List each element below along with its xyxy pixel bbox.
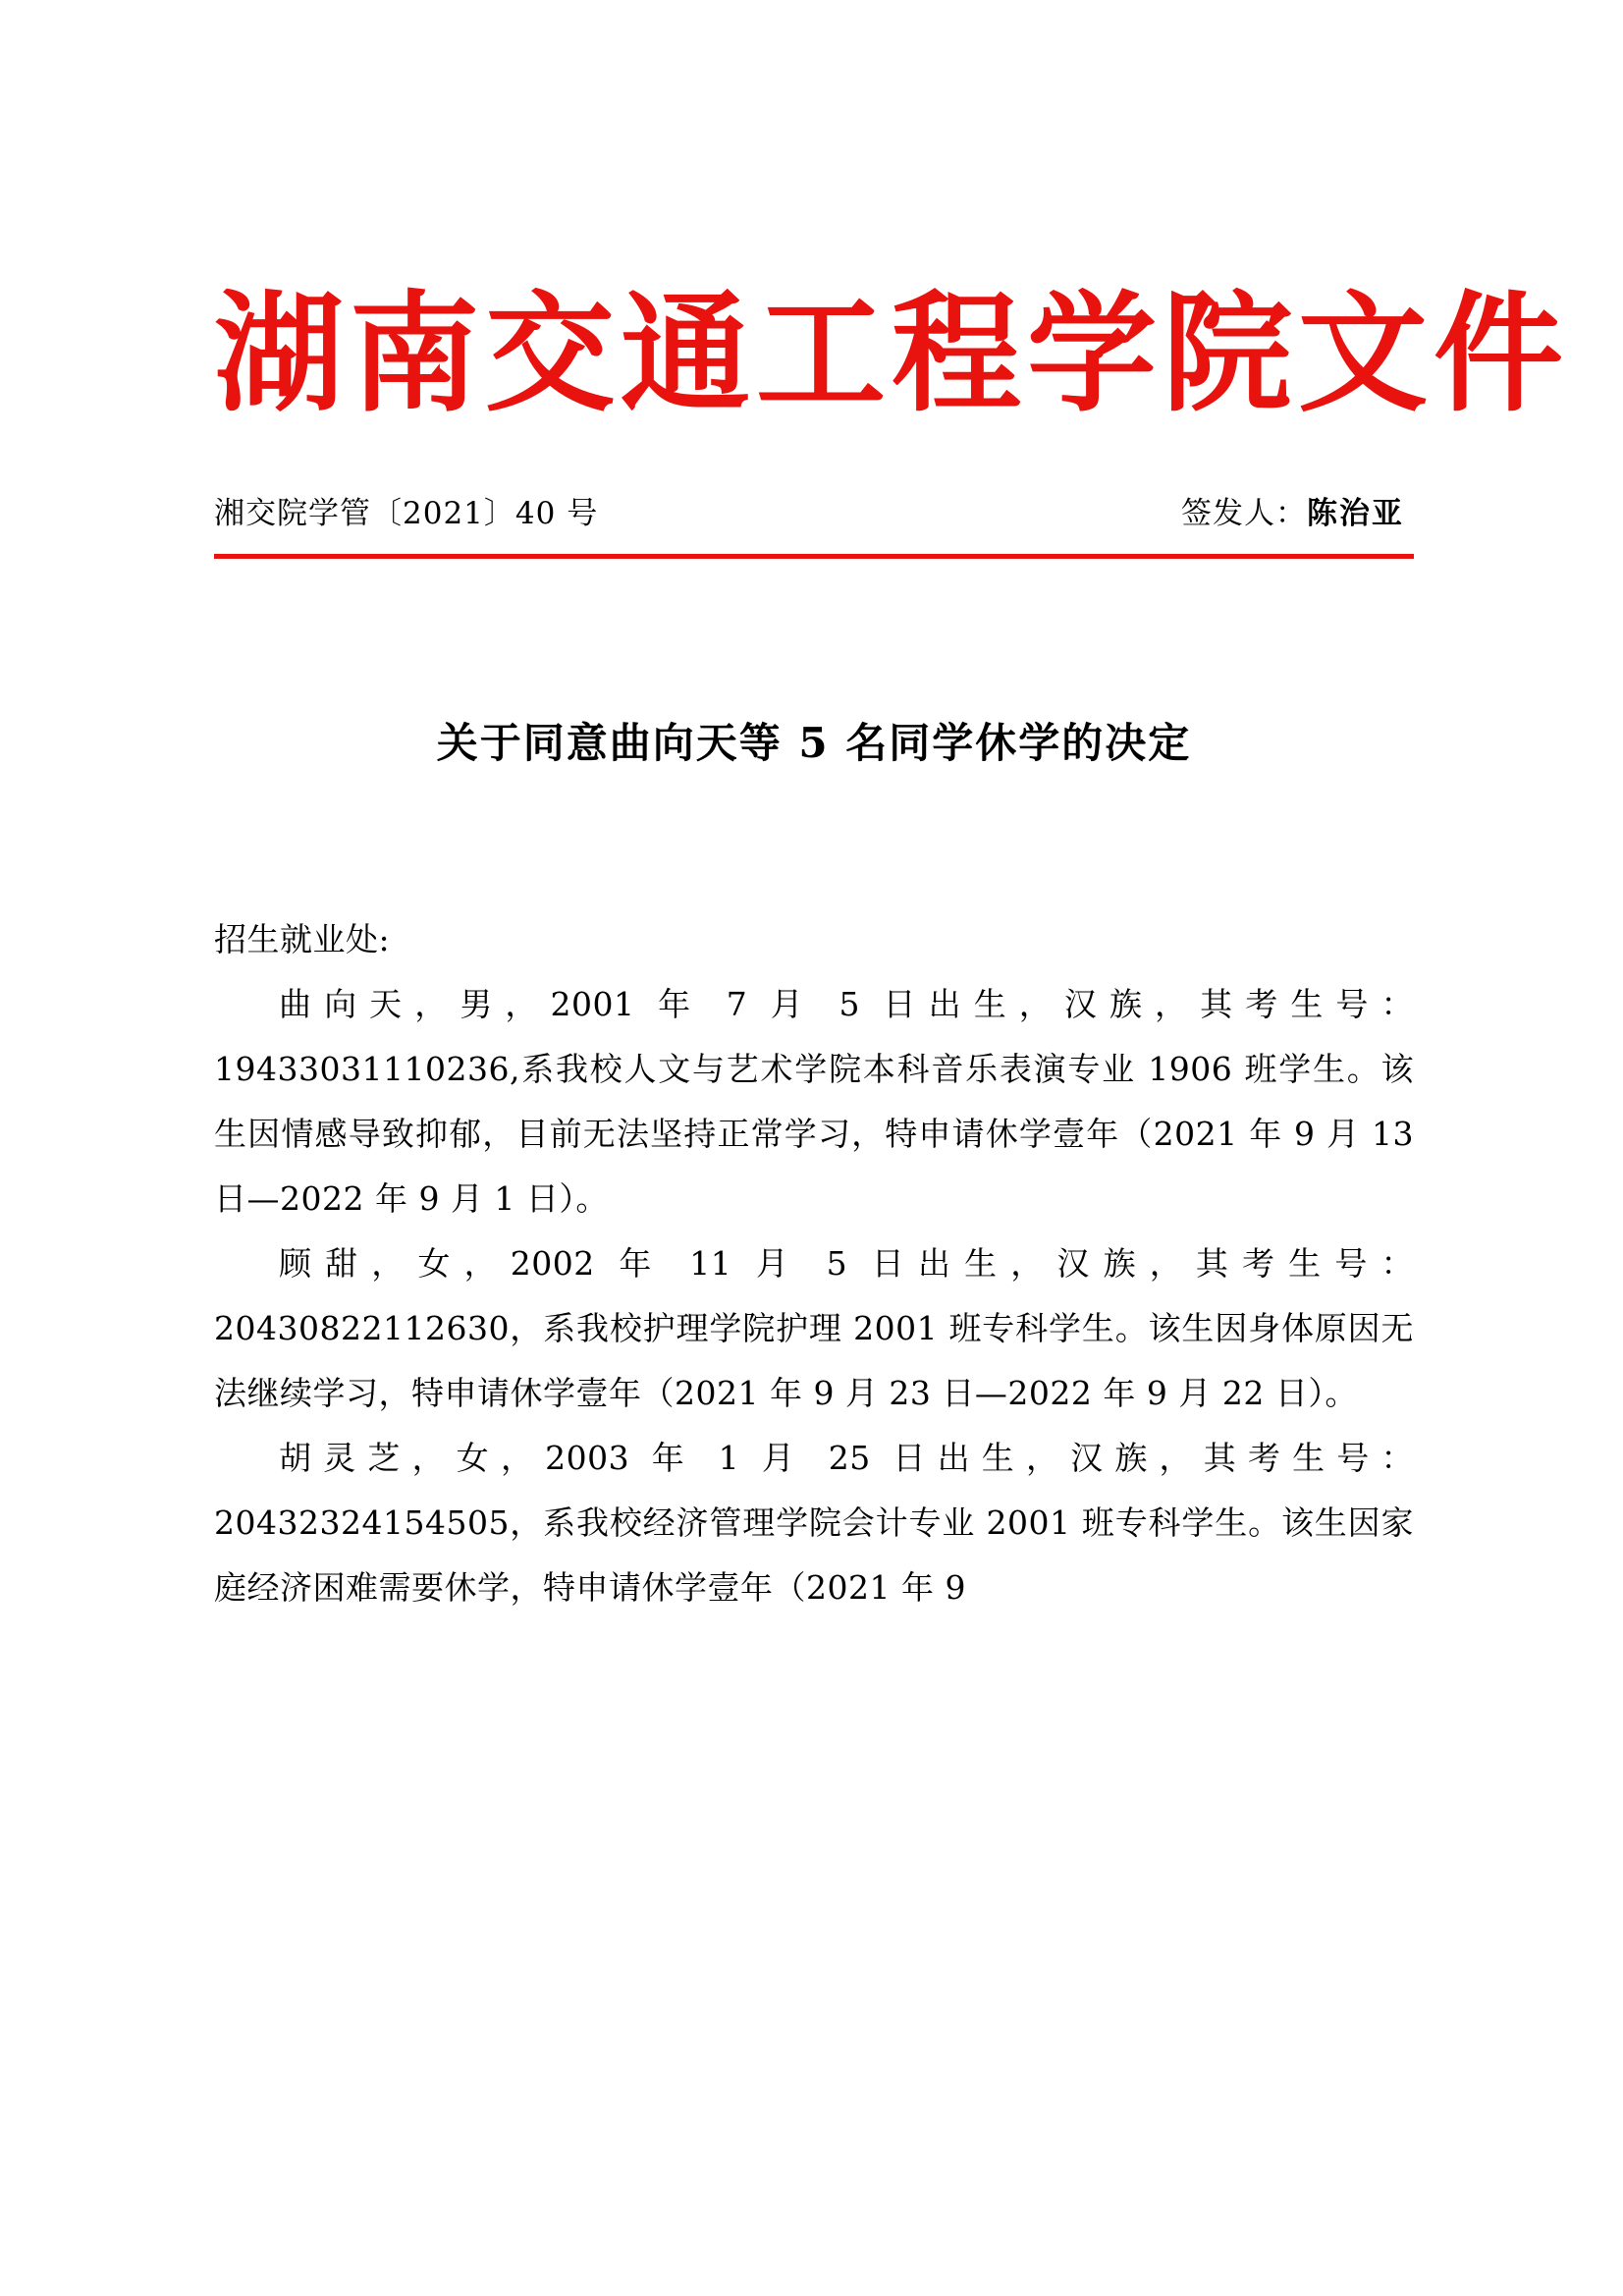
body-paragraph: 胡灵芝，女，2003 年 1 月 25 日出生，汉族，其考生号：20432324154505，系我校经济管理学院会计专业 2001 班专科学生。该生因家庭经济困难需要休学，特申请休学壹年（2021 年 9 bbox=[214, 1438, 1414, 1607]
signer-label: 签发人： bbox=[1181, 495, 1307, 531]
body-paragraph: 顾甜，女，2002 年 11 月 5 日出生，汉族，其考生号：20430822112630，系我校护理学院护理 2001 班专科学生。该生因身体原因无法继续学习，特申请休学壹年（2021 年 9 月 23 日—2022 年 9 月 22 日）。 bbox=[214, 1243, 1414, 1412]
page-title: 关于同意曲向天等 5 名同学休学的决定 bbox=[436, 718, 1192, 767]
document-number: 湘交院学管〔2021〕40 号 bbox=[214, 495, 599, 531]
red-divider-rule bbox=[214, 554, 1414, 559]
document-header-row bbox=[214, 488, 1414, 532]
signer-block bbox=[1181, 488, 1414, 532]
body-paragraph: 曲向天，男，2001 年 7 月 5 日出生，汉族，其考生号：19433031110236,系我校人文与艺术学院本科音乐表演专业 1906 班学生。该生因情感导致抑郁，目前无法坚持正常学习，特申请休学壹年（2021 年 9 月 13 日—2022 年 9 月 1 日）。 bbox=[214, 984, 1414, 1218]
addressee-line: 招生就业处: bbox=[214, 919, 391, 958]
document-body bbox=[214, 907, 1414, 1620]
document-content bbox=[214, 0, 1569, 1620]
masthead-title: 湖南交通工程学院文件 bbox=[214, 278, 1569, 430]
signer-name: 陈治亚 bbox=[1307, 495, 1404, 531]
